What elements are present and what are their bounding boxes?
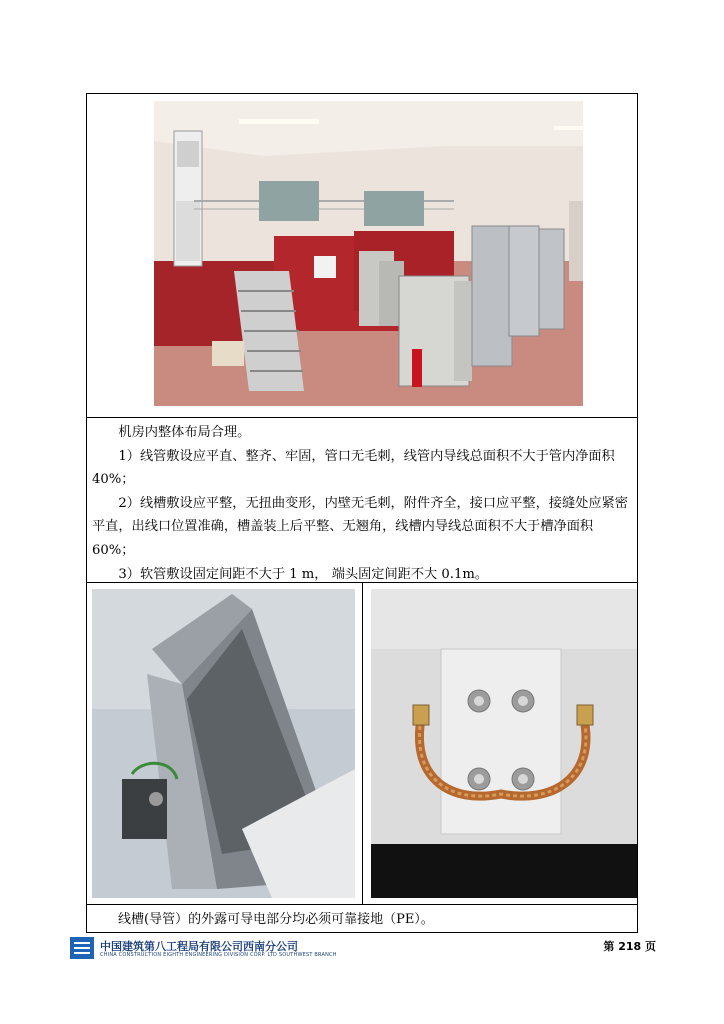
caption-line: 机房内整体布局合理。 [118, 425, 251, 440]
grounding-jumper-photo [371, 589, 637, 898]
company-logo-icon [70, 937, 94, 959]
machine-room-photo [154, 101, 583, 406]
cable-tray-photo [92, 589, 355, 898]
table-divider [86, 417, 638, 418]
caption-line: 2）线槽敷设应平整，无扭曲变形，内壁无毛刺，附件齐全，接口应平整，接缝处应紧密平直，出线口位置准确，槽盖装上后平整、无翘角，线槽内导线总面积不大于槽净面积 60%； [92, 495, 628, 558]
machine-room-description [92, 421, 632, 586]
caption-line: 1）线管敷设应平直、整齐、牢固，管口无毛刺，线管内导线总面积不大于管内净面积 40%； [92, 448, 615, 488]
caption-line: 3）软管敷设固定间距不大于 1 m， 端头固定间距不大 0.1m。 [118, 566, 489, 582]
grounding-caption: 线槽(导管）的外露可导电部分均必须可靠接地（PE）。 [118, 912, 434, 927]
table-divider [86, 904, 638, 905]
company-name-en: CHINA CONSTRUCTION EIGHTH ENGINEERING DIVISION CORP. LTD SOUTHWEST BRANCH [100, 952, 337, 958]
company-name: 中国建筑第八工程局有限公司西南分公司 [100, 940, 298, 953]
page-number: 第 218 页 [603, 940, 656, 953]
table-column-divider [362, 582, 363, 904]
